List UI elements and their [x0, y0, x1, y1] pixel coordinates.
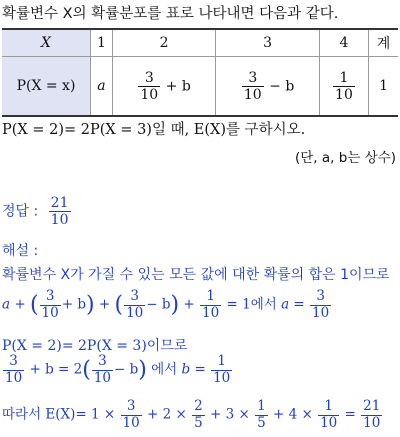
header-cell: 4: [319, 29, 368, 57]
solution-label: 해설 :: [2, 243, 39, 259]
solution-line-3: P(X = 2)= 2P(X = 3)이므로: [2, 338, 188, 354]
solution-line-4: $\frac{3}{10}$ + b = 2( $\frac{3}{10}$ − b) 에서 b = $\frac{1}{10}$: [5, 353, 231, 386]
answer-block: [2, 196, 72, 227]
answer-fraction: $\frac{21}{10}$: [50, 195, 69, 228]
table-header-row: [2, 29, 398, 57]
solution-line-2: a + ( $\frac{3}{10}$ + b) + ( $\frac{3}{10}$ − b) + $\frac{1}{10}$ = 1에서 a = $\frac{3}{10}$: [2, 288, 330, 321]
header-x: X: [2, 29, 91, 57]
probability-table: [2, 28, 398, 117]
cell-4: $\frac{1}{10}$: [319, 57, 368, 117]
answer-label: 정답 :: [2, 203, 39, 220]
header-cell: 3: [216, 29, 320, 57]
cell-a: a: [91, 57, 113, 117]
header-cell: 1: [91, 29, 113, 57]
row-label: P(X = x): [2, 57, 91, 117]
problem-intro: 확률변수 X의 확률분포를 표로 나타내면 다음과 같다.: [2, 6, 339, 22]
condition-text: (단, a, b는 상수): [295, 150, 396, 166]
header-cell: 2: [112, 29, 216, 57]
solution-line-5: 따라서 E(X)= 1 × $\frac{3}{10}$ + 2 × $\frac{2}{5}$ + 3 × $\frac{1}{5}$ + 4 × $\frac{1}{10}$ = $\frac{21}{10}$: [2, 398, 381, 431]
table-prob-row: [2, 57, 398, 117]
cell-3: $\frac{3}{10}$ − b: [216, 57, 320, 117]
header-total: 계: [369, 29, 398, 57]
question-text: P(X = 2)= 2P(X = 3)일 때, E(X)를 구하시오.: [2, 122, 306, 138]
cell-2: $\frac{3}{10}$ + b: [112, 57, 216, 117]
cell-total: 1: [369, 57, 398, 117]
solution-line-1: 확률변수 X가 가질 수 있는 모든 값에 대한 확률의 합은 1이므로: [2, 267, 390, 283]
